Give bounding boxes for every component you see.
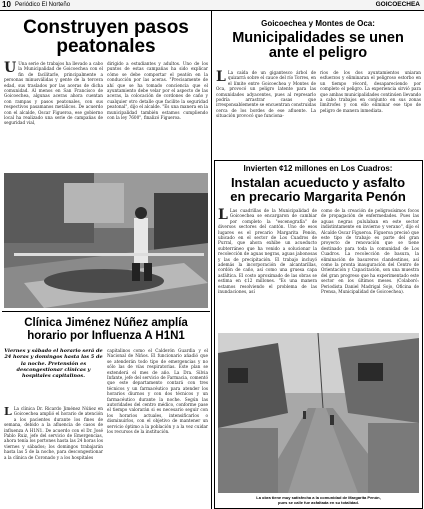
story1-title-line1: Construyen pasos: [23, 17, 189, 38]
story1-body2: dirigido a estudiantes y adultos. Uno de los puntos de estas campañas ha sido explicar cómo se debe comportar el peatón en la conducción por las aceras. "Precisamente de ahí que se ha tomado conciencia que el ayuntamiento debe velar por el aspecto de las aceras, la colocación de cordones de caño y cualquier otro detalle que facilite la seguridad peatonal", dijo el alcalde. "Es una manera en la municipalidad también estamos cumpliendo con la ley 7600", finalizó Figueroa.: [107, 61, 208, 121]
story4-column2: [107, 348, 208, 506]
story2-body1: La caída de un gigantesco árbol de quizarrá sobre el cauce del río Torres, en el límite entre Goicoechea y Montes de Oca, provocó un peligro latente para las comunidades adyacentes, pues al represarlo podría arrastrar casas que irresponsablemente se encuentran construidas cerca de los bordes de ese afluente. La situación provocó que funciona-: [216, 70, 316, 119]
story2-headline: [214, 31, 422, 61]
story4-title-line1: Clínica Jiménez Núñez amplía: [24, 317, 188, 329]
sidewalk-photo-image: [4, 173, 208, 308]
story2-title-line2: ante el peligro: [268, 45, 368, 61]
story4-body1: La clínica Dr. Ricardo Jiménez Núñez en Goicoechea amplió el horario de atención a los pacientes durante los fines de semana, debido a la afluencia de casos de influenza A H1N1. De acuerdo con el Dr. José Pablo Ruiz, jefe del servicio de Emergencias, ahora tenía los portones hasta las 24 horas los viernes y sábados; los domingos trabajarán hasta las 5 de la noche, para descongestionar a la clínica de Coronado y a los hospitales: [4, 406, 103, 460]
story4-headline: [2, 317, 210, 343]
caption-line1: La obra tiene muy satisfecha a la comunidad de Margarita Penón,: [256, 495, 381, 500]
story1-title-line2: peatonales: [56, 36, 156, 57]
story4-title-line2: horario por Influenza A H1N1: [27, 330, 185, 342]
story4-column1: L La clínica Dr. Ricardo Jiménez Núñez en Goicoechea amplió el horario de atención a los pacientes durante los fines de semana, debido a la afluencia de casos de influenza A H1N1. De acuerdo con el Dr. José Pablo Ruiz, jefe del servicio de Emergencias, ahora tenía los portones hasta las 24 horas los viernes y sábados; los domingos trabajarán hasta las 5 de la noche, para descongestionar a la clínica de Coronado y a los hospitales: [4, 406, 103, 460]
story3-headline: [216, 176, 420, 204]
story3-photo: [218, 333, 419, 493]
page-header: [0, 0, 424, 11]
story2-kicker: Goicoechea y Montes de Oca:: [261, 19, 375, 28]
story3-caption: [218, 495, 419, 505]
story1-photo: [4, 173, 208, 308]
story2-column2: [320, 70, 421, 158]
story3-column1: L Las cuadrillas de la Municipalidad de Goicoechea se encargaron de cambiar por completo la "escenografía" de diversos sectores del cantón. Uno de esos lugares es el precario Margarita Penón, ubicado en el sector de Los Cuadros de Purral, que ahora exhibe un acueducto subterráneo que ha venido a solucionar la recolección de aguas negras, aguas jabonosas y las de precipitación. El trabajo incluyó además la incorporación de alcantarillas, cordón de caño, así como una gruesa capa asfáltica. El costo aproximado de las obras se estima en ¢12 millones. "Es una manera estamos resolviendo el problema de las inundaciones, así: [218, 208, 317, 295]
story3-kicker: Invierten ¢12 millones en Los Cuadros:: [243, 164, 393, 173]
story2-body2: rios de los dos ayuntamientos uniaran esfuerzos y eliminaran el peligroso estorbo en un tiempo récord, desapareciendo por completo el peligro. La experiencia sirvió para que ambas municipalidades continúen llevando a cabo trabajos en conjunto en sus zonas limítrofes y con ello eliminar ese tipo de peligro de manera inmediata.: [320, 70, 421, 113]
story3-body2: como de la creación de peligrosísimos focos de propagación de enfermedades. Pues las aguas negras pululaban en este sector indistintamente en invierno y verano", dijo el Alcalde Oscar Figueroa. Figueroa precisó que este tipo de trabajo es parte del gran proyecto de renovación que se tiene destinado para toda la comunidad de Los Cuadros. La recolección de basura, la eliminación de basureros clandestinos, así como la pronta inauguración del Centro de Orientación y Capacitación, son una muestra del gran progreso que ha experimentado este sector en los últimos meses. (Colaboró: Periodista Daniel Madrigal Sojo, Oficina de Prensa, Municipalidad de Goicoechea).: [321, 208, 419, 295]
story4-body2: capitalinos como el Calderón Guardia y el Nacional de Niños. El funcionario añadió que se atenderán todo tipo de emergencias y no sólo las de vías respiratorias. Este plan se extenderá el mes de año. La Dra. Silvia Infante, jefe del servicio de Farmacia, comentó que este departamento contará con tres técnicos y un farmacéutico para atender los horarios diurnos y con dos técnicos y un farmacéutico durante la noche. Según las autoridades del centro médico, conforme pase el tiempo valorarán si es necesario seguir con los horarios actuales, intensificarlos o disminuirlos, con el objetivo de mantener un servicio óptimo a la población y a la vez cuidar los recursos de la institución.: [107, 348, 208, 435]
story3-title-line1: Instalan acueducto y asfalto: [230, 175, 406, 190]
story1-column1: U Una serie de trabajos ha llevado a cabo la Municipalidad de Goicoechea con el fin de facilitarle, principalmente a personas minusválidas y gente de la tercera edad, sus traslados por las aceras de dicha comunidad. Al menos en San Francisco de Goicoechea, algunas aceras ahora cuentan con rampas y pasos peatonales, con sus respectivos pasamanos metálicos. De acuerdo con el alcalde, Oscar Figueroa, ese gobierno local ha realizado una serie de campañas de seguridad vial,: [4, 61, 103, 126]
story1-body1: Una serie de trabajos ha llevado a cabo la Municipalidad de Goicoechea con el fin de facilitarle, principalmente a personas minusválidas y gente de la tercera edad, sus traslados por las aceras de dicha comunidad. Al menos en San Francisco de Goicoechea, algunas aceras ahora cuentan con rampas y pasos peatonales, con sus respectivos pasamanos metálicos. De acuerdo con el alcalde, Oscar Figueroa, ese gobierno local ha realizado una serie de campañas de seguridad vial,: [4, 61, 103, 126]
story2-title-line1: Municipalidades se unen: [232, 30, 404, 46]
section-name: GOICOECHEA: [375, 1, 420, 8]
column-divider: [211, 10, 212, 509]
story1-column2: [107, 61, 208, 169]
story1-headline: [2, 18, 210, 56]
divider-line: [2, 311, 210, 312]
page-number: 10: [2, 0, 11, 9]
story3-title-line2: en precario Margarita Penón: [230, 189, 406, 204]
story3-column2: [321, 208, 419, 330]
story3-body1: Las cuadrillas de la Municipalidad de Goicoechea se encargaron de cambiar por completo la "escenografía" de diversos sectores del cantón. Uno de esos lugares es el precario Margarita Penón, ubicado en el sector de Los Cuadros de Purral, que ahora exhibe un acueducto subterráneo que ha venido a solucionar la recolección de aguas negras, aguas jabonosas y las de precipitación. El trabajo incluyó además la incorporación de alcantarillas, cordón de caño, así como una gruesa capa asfáltica. El costo aproximado de las obras se estima en ¢12 millones. "Es una manera estamos resolviendo el problema de las inundaciones, así: [218, 208, 317, 295]
story2-column1: L La caída de un gigantesco árbol de quizarrá sobre el cauce del río Torres, en el límite entre Goicoechea y Montes de Oca, provocó un peligro latente para las comunidades adyacentes, pues al represarlo podría arrastrar casas que irresponsablemente se encuentran construidas cerca de los bordes de ese afluente. La situación provocó que funciona-: [216, 70, 316, 119]
story4-lead: Viernes y sábado el horario será de 24 horas y domingos hasta las 5 de la noche. Pretensión es descongestionar clínicas y hospitales capitalinos.: [4, 348, 103, 380]
caption-line2: pues se calle fue asfaltada en su totalidad.: [278, 500, 359, 505]
publication-name: Periódico El Norteño: [15, 2, 71, 8]
street-photo-image: [218, 333, 419, 493]
